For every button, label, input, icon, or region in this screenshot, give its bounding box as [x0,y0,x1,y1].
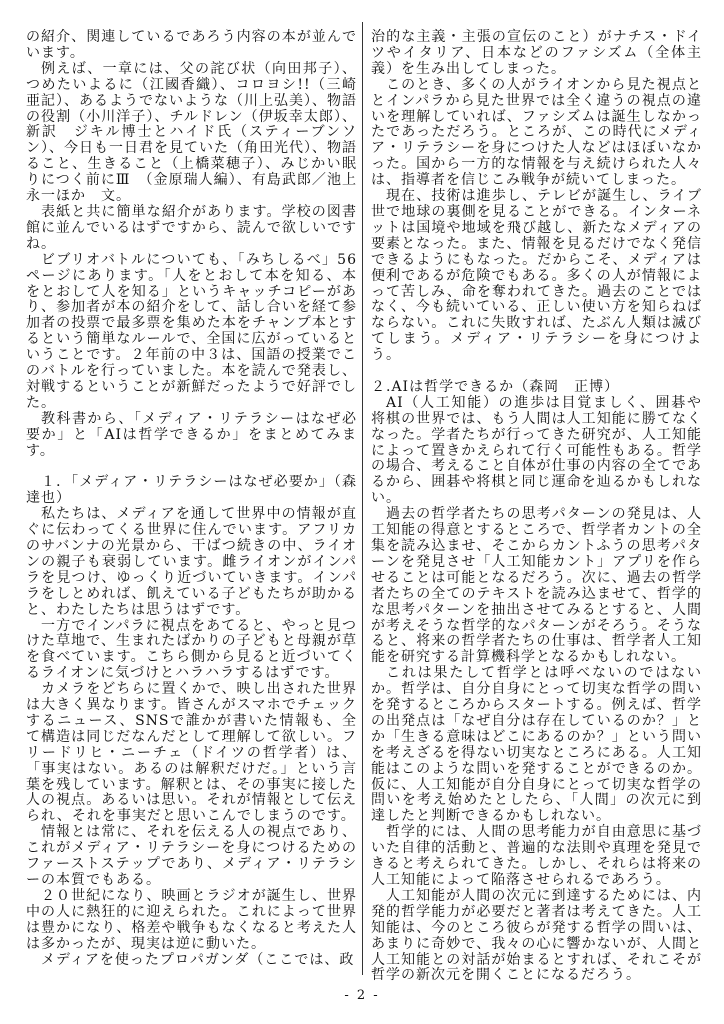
section-heading-ai-philosophy: ２.AIは哲学できるか（森岡 正博） [371,378,620,395]
paragraph: このとき、多くの人がライオンから見た視点ととインパラから見た世界では全く違うの視点の違いを理解していれば、ファシズムは誕生しなかったであっただろう。ところが、この時代にメディア・リテラシーを身につけた人などはほぼいなかった。国から一方的な情報を与え続けられた人々は、指導者を信じこみ戦争が続いてしまった。 [371,76,702,189]
column-divider [362,22,363,975]
paragraph: 治的な主義・主張の宣伝のこと）がナチス・ドイツやイタリア、日本などのファシズム（全体主義）を生み出してしまった。 [371,29,702,77]
left-column [26,30,357,968]
paragraph: これは果たして哲学とは呼べないのではないか。哲学は、自分自身にとって切実な哲学の問いを発するところからスタートする。例えば、哲学の出発点は「なぜ自分は存在しているのか？」とか「生きる意味はどこにあるのか？」という問いを考えざるを得ない切実なところにある。人工知能はこのような問いを発することができるのか。仮に、人工知能が自分自身にとって切実な哲学の問いを考え始めたとしたら、「人間」の次元に到達したと判断できるかもしれない。 [371,665,702,825]
section-heading-media-literacy: １．「メディア・リテラシーはなぜ必要か」（森達也） [26,474,357,507]
paragraph: 人工知能が人間の次元に到達するためには、内発的哲学能力が必要だと著者は考えてきた。人工知能は、今のところ彼らが発する哲学の問いは、あまりに奇妙で、我々の心に響かないが、人間と人工知能との対話が始まるとすれば、それこそが哲学の新次元を開くことになるだろう。 [371,887,702,984]
paragraph: 現在、技術は進歩し、テレビが誕生し、ライブ世で地球の裏側を見ることができる。インターネットは国境や地域を飛び越し、新たなメディアの要素となった。また、情報を見るだけでなく発信できるようにもなった。だからこそ、メディアは便利であるが危険でもある。多くの人が情報によって苦しみ、命を奪われてきた。過去のことではなく、今も続いている、正しい使い方を知らねばならない。これに失敗すれば、たぶん人類は滅びてしまう。メディア・リテラシーを身につけよう。 [371,188,702,364]
paragraph: メディアを使ったプロパガンダ（ここでは、政 [41,951,355,968]
paragraph: ２０世紀になり、映画とラジオが誕生し、世界中の人に熱狂的に迎えられた。これによって世界は豊かになり、格差や戦争もなくなると考えた人は多かったが、現実は逆に動いた。 [26,887,357,952]
paragraph: 表紙と共に簡単な紹介があります。学校の図書館に並んでいるはずですから、読んで欲しいですね。 [26,203,357,252]
paragraph: AI（人工知能）の進歩は目覚ましく、囲碁や将棋の世界では、もう人間は人工知能に勝てなくなった。学者たちが行ってきた研究が、人工知能によって置きかえられて行く可能性もある。哲学の場合、考えること自体が仕事の内容の全てであるから、囲碁や将棋と同じ運命を辿るかもしれない。 [371,394,702,507]
paragraph: カメラをどちらに置くかで、映し出された世界は大きく異なります。皆さんがスマホでチェックするニュース、SNSで誰かが書いた情報も、全て構造は同じだなんだとして理解して欲しい。フリードリヒ・ニーチェ（ドイツの哲学者）は、「事実はない。あるのは解釈だけだ。」という言葉を残しています。解釈とは、その事実に接した人の視点。あるいは思い。それが情報として伝えられ、それを事実だと思いこんでしまうのです。 [26,681,357,825]
paragraph: 私たちは、メディアを通して世界中の情報が直ぐに伝わってくる世界に住んでいます。アフリカのサバンナの光景から、干ばつ続きの中、ライオンの親子も衰弱しています。雌ライオンがインパラを見つけ、ゆっくり近づいていきます。インパラをしとめれば、飢えている子どもたちが助かると、わたしたちは思うはずです。 [26,506,357,618]
paragraph: 例えば、一章には、父の詫び状（向田邦子）、つめたいよるに（江國香織）、コロヨシ!!（三崎亜記）、あるようでないような（川上弘美）、物語の役割（小川洋子）、チルドレン（伊坂幸太郎）、新訳 ジキル博士とハイド氏（スティーブンソン）、今日も一日君を見ていた（角田光代）、物語ること、生きること（上橋菜穂子）、みじかい眠りにつく前にⅢ （金原瑞人編）、有島武郎／池上永一ほか 文。 [26,60,357,205]
paragraph: 哲学的には、人間の思考能力が自由意思に基づいた自律的活動と、普遍的な法則や真理を発見できると考えられてきた。しかし、それらは将来の人工知能によって陥落させられるであろう。 [371,824,702,889]
paragraph: 過去の哲学者たちの思考パターンの発見は、人工知能の得意とするところで、哲学者カントの全集を読み込ませ、そこからカントふうの思考パターンを発見させ「人工知能カント」アプリを作らせることは可能となるだろう。次に、過去の哲学者たちの全てのテキストを読み込ませて、哲学的な思考パターンを抽出させてみるとすると、人間が考えそうな哲学的なパターンがそろう。そうなると、将来の哲学者たちの仕事は、哲学者人工知能を研究する計算機科学となるかもしれない。 [371,506,702,666]
paragraph: 教科書から、「メディア・リテラシーはなぜ必要か」と「AIは哲学できるか」をまとめてみます。 [26,410,357,459]
page-number: - 2 - [344,988,380,1003]
right-column [371,30,702,984]
paragraph: 情報とは常に、それを伝える人の視点であり、これがメディア・リテラシーを身につけるためのファーストステップであり、メディア・リテラシーの本質でもある。 [26,824,357,889]
paragraph: の紹介、関連しているであろう内容の本が並んでいます。 [26,29,357,61]
paragraph: ビブリオバトルについても、「みちしるべ」56ページにあります。「人をとおして本を知る、本をとおして人を知る」というキャッチコピーがあり、参加者が本の紹介をして、話し合いを経て参加者の投票で最多票を集めた本をチャンプ本とするという簡単なルールで、全国に広がっているということです。２年前の中３は、国語の授業でこのバトルを行っていました。本を読んで発表し、対戦するということが新鮮だったようで好評でした。 [26,251,357,411]
paragraph: 一方でインパラに視点をあてると、やっと見つけた草地で、生まれたばかりの子どもと母親が草を食べています。こちら側から見ると近づいてくるライオンに気づけとハラハラするはずです。 [26,617,357,682]
